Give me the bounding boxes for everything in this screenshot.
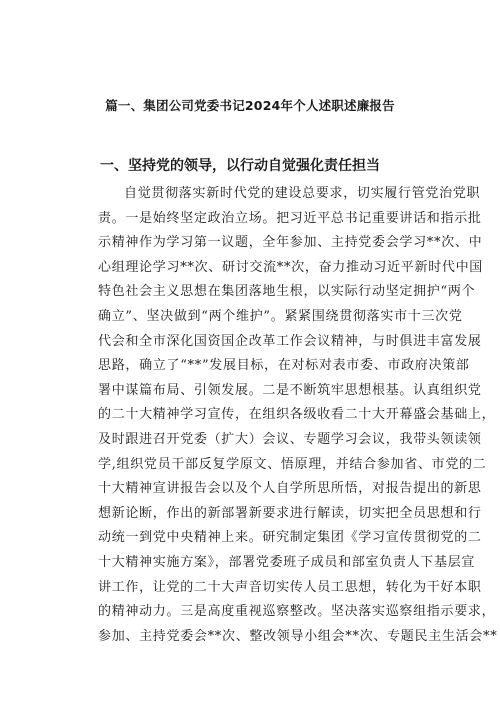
section-heading: 一、坚持党的领导，以行动自觉强化责任担当: [100, 158, 380, 174]
paragraph-line: 心组理论学习**次、研讨交流**次，奋力推动习近平新时代中国: [98, 259, 484, 275]
paragraph-line: 学,组织党员干部反复学原文、悟原理，并结合参加省、市党的二: [98, 456, 487, 472]
paragraph-line: 署中谋篇布局、引领发展。二是不断筑牢思想根基。认真组织党: [98, 382, 482, 398]
paragraph-line: 代会和全市深化国资国企改革工作会议精神，与时俱进丰富发展: [98, 333, 482, 349]
paragraph-line: 责。一是始终坚定政治立场。把习近平总书记重要讲话和指示批: [98, 210, 482, 226]
paragraph-line: 十大精神宣讲报告会以及个人自学所思所悟，对报告提出的新思: [98, 481, 482, 497]
paragraph-line: 示精神作为学习第一议题，全年参加、主持党委会学习**次、中: [98, 235, 483, 251]
paragraph-line: 十大精神实施方案》，部署党委班子成员和部室负责人下基层宣: [98, 554, 476, 570]
paragraph-line: 想新论断，作出的新部署新要求进行解读，切实把全员思想和行: [98, 505, 482, 521]
paragraph-line: 思路，确立了“**”发展目标，在对标对表市委、市政府决策部: [98, 358, 470, 374]
paragraph-line: 确立”、坚决做到“两个维护”。紧紧围绕贯彻落实市十三次党: [98, 308, 463, 324]
paragraph-line: 的精神动力。三是高度重视巡察整改。坚决落实巡察组指示要求，: [98, 604, 496, 620]
document-title: 篇一、集团公司党委书记2024年个人述职述廉报告: [105, 98, 395, 113]
paragraph-line: 及时跟进召开党委（扩大）会议、专题学习会议，我带头领读领: [98, 431, 482, 447]
body-paragraph: [98, 182, 498, 649]
paragraph-line: 参加、主持党委会**次、整改领导小组会**次、专题民主生活会**: [98, 628, 498, 644]
paragraph-line: 自觉贯彻落实新时代党的建设总要求，切实履行管党治党职: [124, 186, 481, 201]
paragraph-line: 的二十大精神学习宣传，在组织各级收看二十大开幕盛会基础上，: [98, 407, 496, 423]
paragraph-line: 特色社会主义思想在集团落地生根，以实际行动坚定拥护“两个: [98, 284, 476, 300]
paragraph-line: 动统一到党中央精神上来。研究制定集团《学习宣传贯彻党的二: [98, 530, 482, 546]
paragraph-line: 讲工作，让党的二十大声音切实传人员工思想，转化为干好本职: [98, 579, 482, 595]
